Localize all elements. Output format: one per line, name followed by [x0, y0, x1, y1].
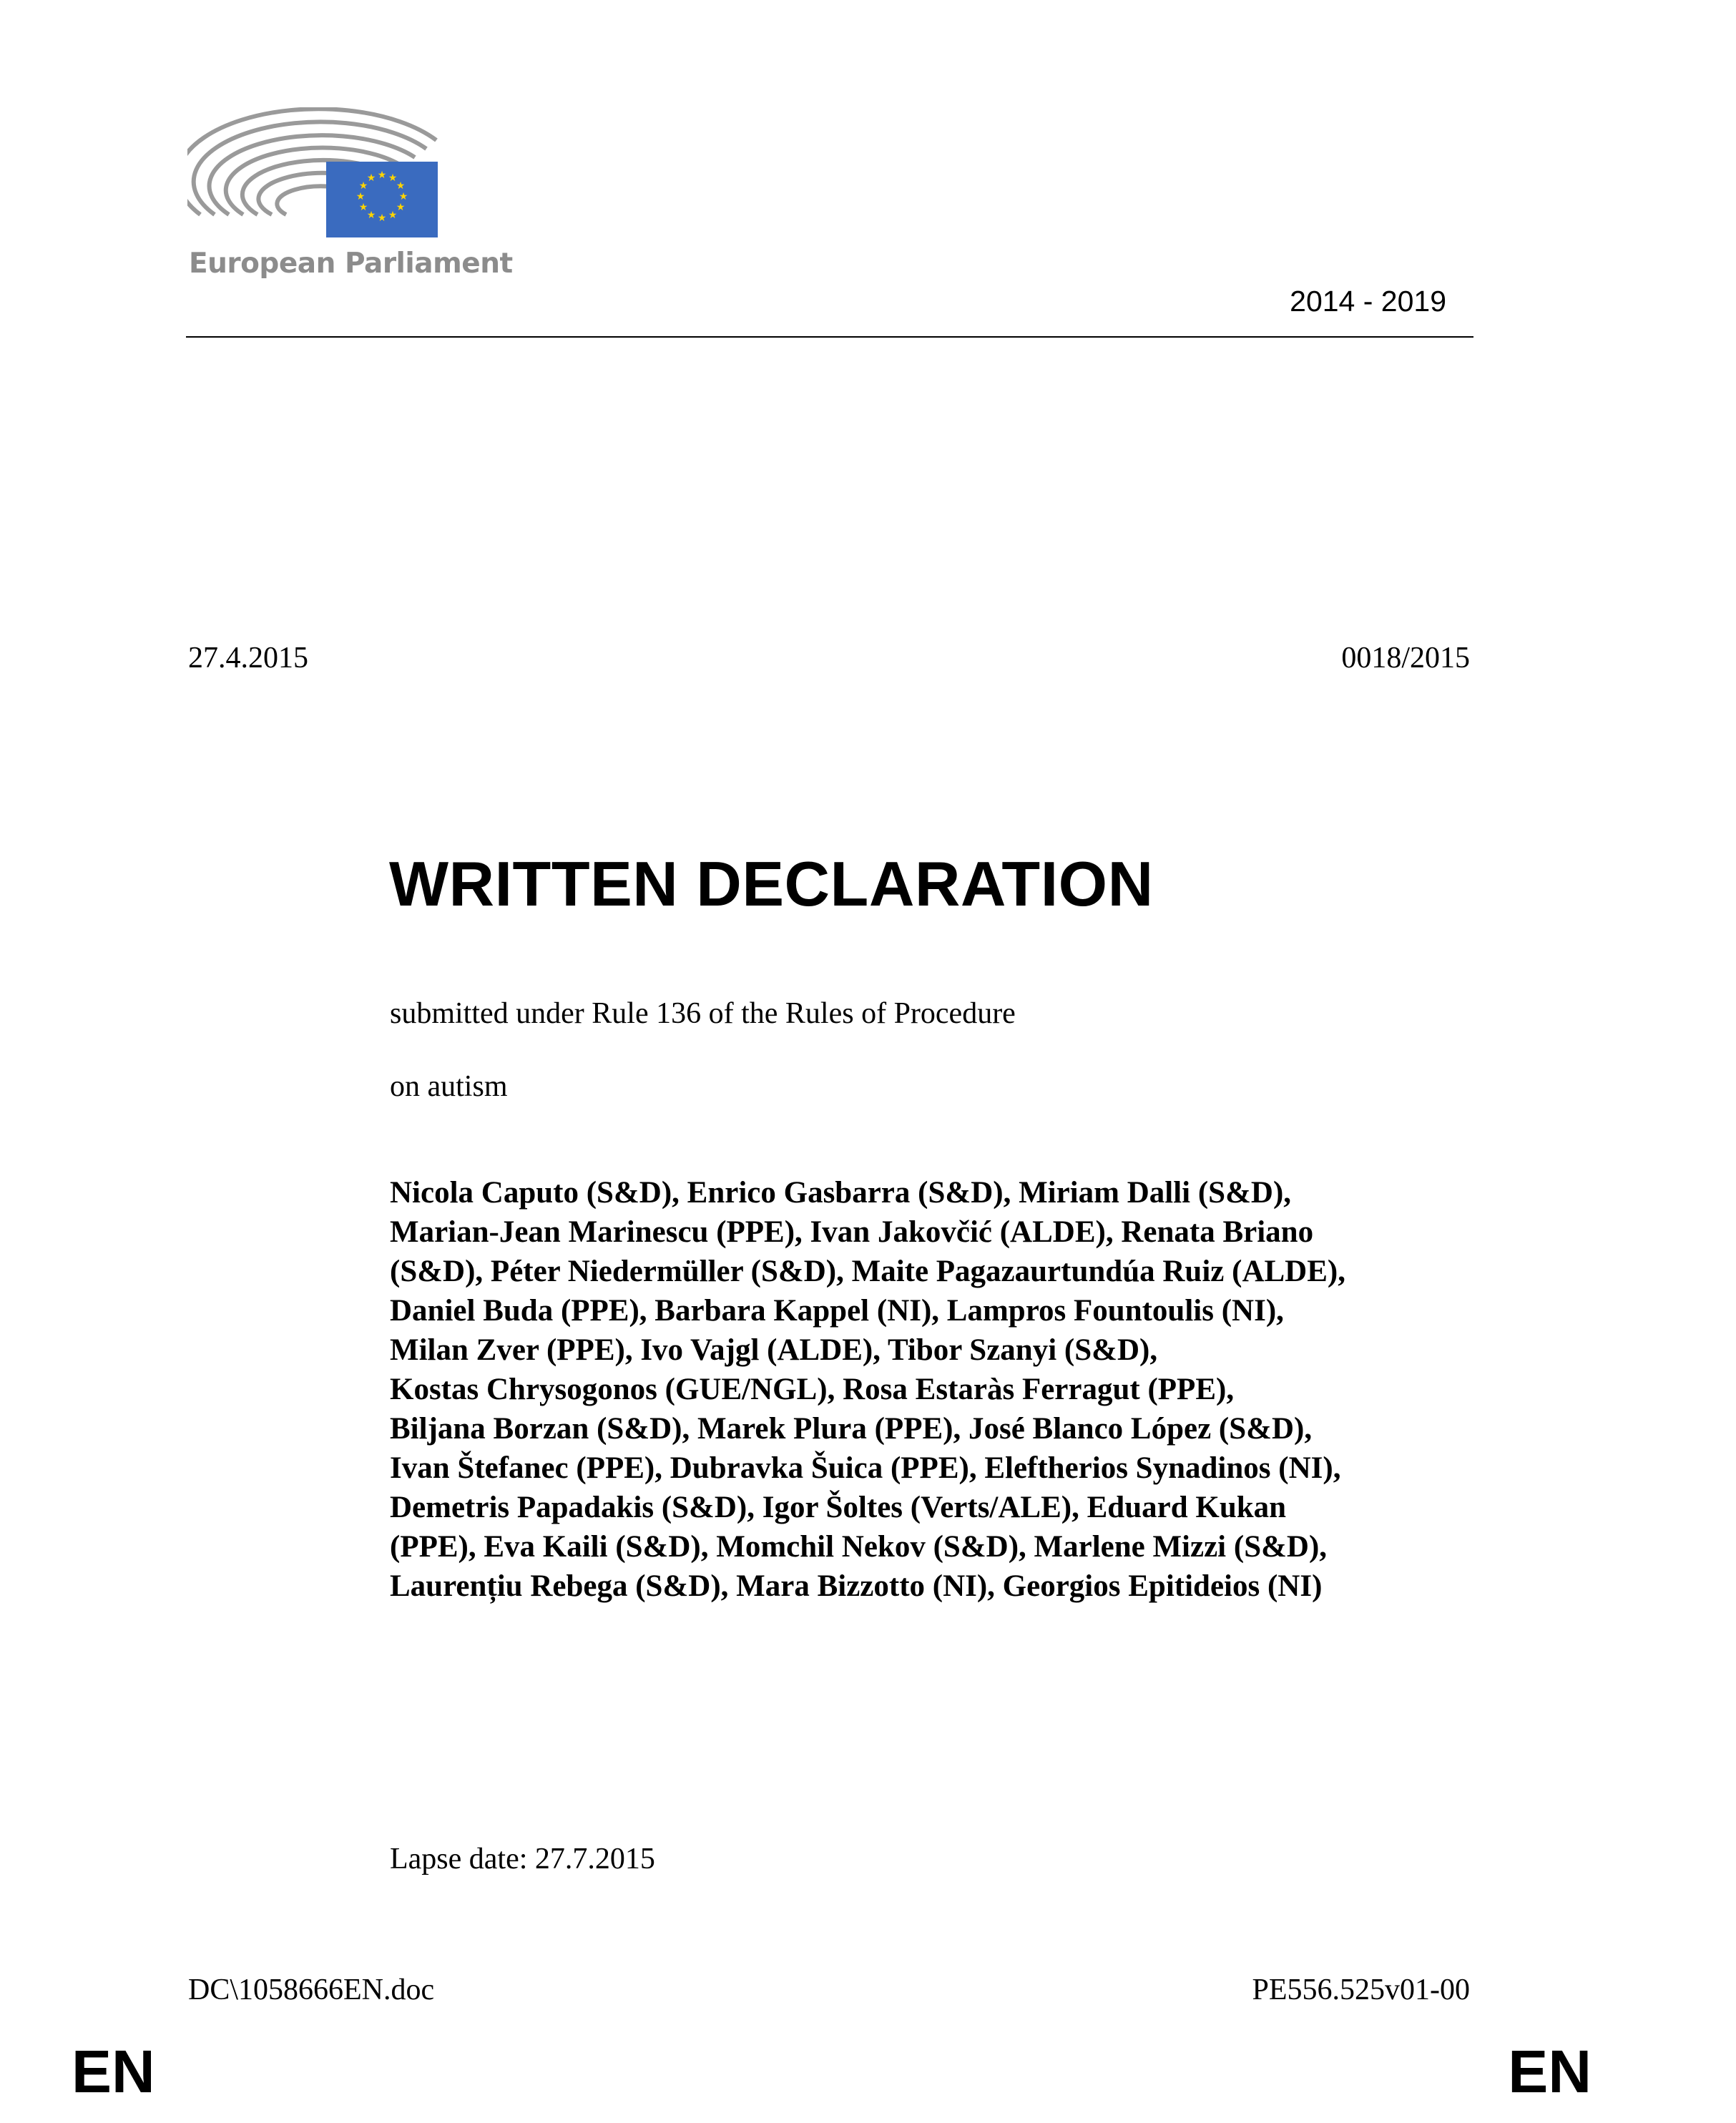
- authors-line: (S&D), Péter Niedermüller (S&D), Maite Pagazaurtundúa Ruiz (ALDE),: [390, 1255, 1345, 1288]
- authors-line: Kostas Chrysogonos (GUE/NGL), Rosa Estaràs Ferragut (PPE),: [390, 1373, 1235, 1406]
- svg-text:★: ★: [396, 180, 406, 192]
- authors-line: (PPE), Eva Kaili (S&D), Momchil Nekov (S&D), Marlene Mizzi (S&D),: [390, 1530, 1328, 1564]
- hemicycle-flag-emblem: [187, 107, 445, 250]
- language-code-left: EN: [72, 2038, 155, 2105]
- header-divider: [186, 336, 1473, 338]
- document-date: 27.4.2015: [188, 642, 308, 675]
- authors-list: [390, 1173, 1477, 1606]
- svg-text:★: ★: [388, 210, 398, 221]
- authors-line: Milan Zver (PPE), Ivo Vajgl (ALDE), Tibor Szanyi (S&D),: [390, 1333, 1158, 1367]
- authors-line: Ivan Štefanec (PPE), Dubravka Šuica (PPE), Eleftherios Synadinos (NI),: [390, 1451, 1341, 1485]
- authors-line: Laurențiu Rebega (S&D), Mara Bizzotto (NI), Georgios Epitideios (NI): [390, 1569, 1323, 1603]
- parliamentary-term: 2014 - 2019: [1290, 285, 1446, 318]
- svg-text:★: ★: [358, 180, 368, 192]
- authors-line: Daniel Buda (PPE), Barbara Kappel (NI), Lampros Fountoulis (NI),: [390, 1294, 1284, 1328]
- authors-line: Marian-Jean Marinescu (PPE), Ivan Jakovčić (ALDE), Renata Briano: [390, 1215, 1314, 1249]
- institution-name: European Parliament: [189, 247, 513, 280]
- authors-line: Nicola Caputo (S&D), Enrico Gasbarra (S&D), Miriam Dalli (S&D),: [390, 1176, 1292, 1210]
- pe-reference-code: PE556.525v01-00: [1252, 1974, 1470, 2006]
- svg-text:★: ★: [358, 202, 368, 213]
- document-topic: on autism: [390, 1070, 508, 1103]
- svg-text:★: ★: [366, 210, 376, 221]
- svg-text:★: ★: [377, 170, 387, 181]
- document-subtitle: submitted under Rule 136 of the Rules of Procedure: [390, 997, 1016, 1030]
- authors-line: Biljana Borzan (S&D), Marek Plura (PPE), José Blanco López (S&D),: [390, 1412, 1313, 1446]
- svg-text:★: ★: [366, 172, 376, 184]
- authors-line: Demetris Papadakis (S&D), Igor Šoltes (Verts/ALE), Eduard Kukan: [390, 1491, 1287, 1524]
- svg-text:★: ★: [396, 202, 406, 213]
- svg-text:★: ★: [377, 212, 387, 224]
- svg-text:★: ★: [398, 191, 408, 202]
- document-file-name: DC\1058666EN.doc: [188, 1974, 435, 2006]
- svg-text:★: ★: [355, 191, 366, 202]
- reference-number: 0018/2015: [1341, 642, 1470, 675]
- lapse-date: Lapse date: 27.7.2015: [390, 1843, 655, 1876]
- document-title: WRITTEN DECLARATION: [389, 848, 1154, 919]
- svg-text:★: ★: [388, 172, 398, 184]
- language-code-right: EN: [1508, 2038, 1592, 2105]
